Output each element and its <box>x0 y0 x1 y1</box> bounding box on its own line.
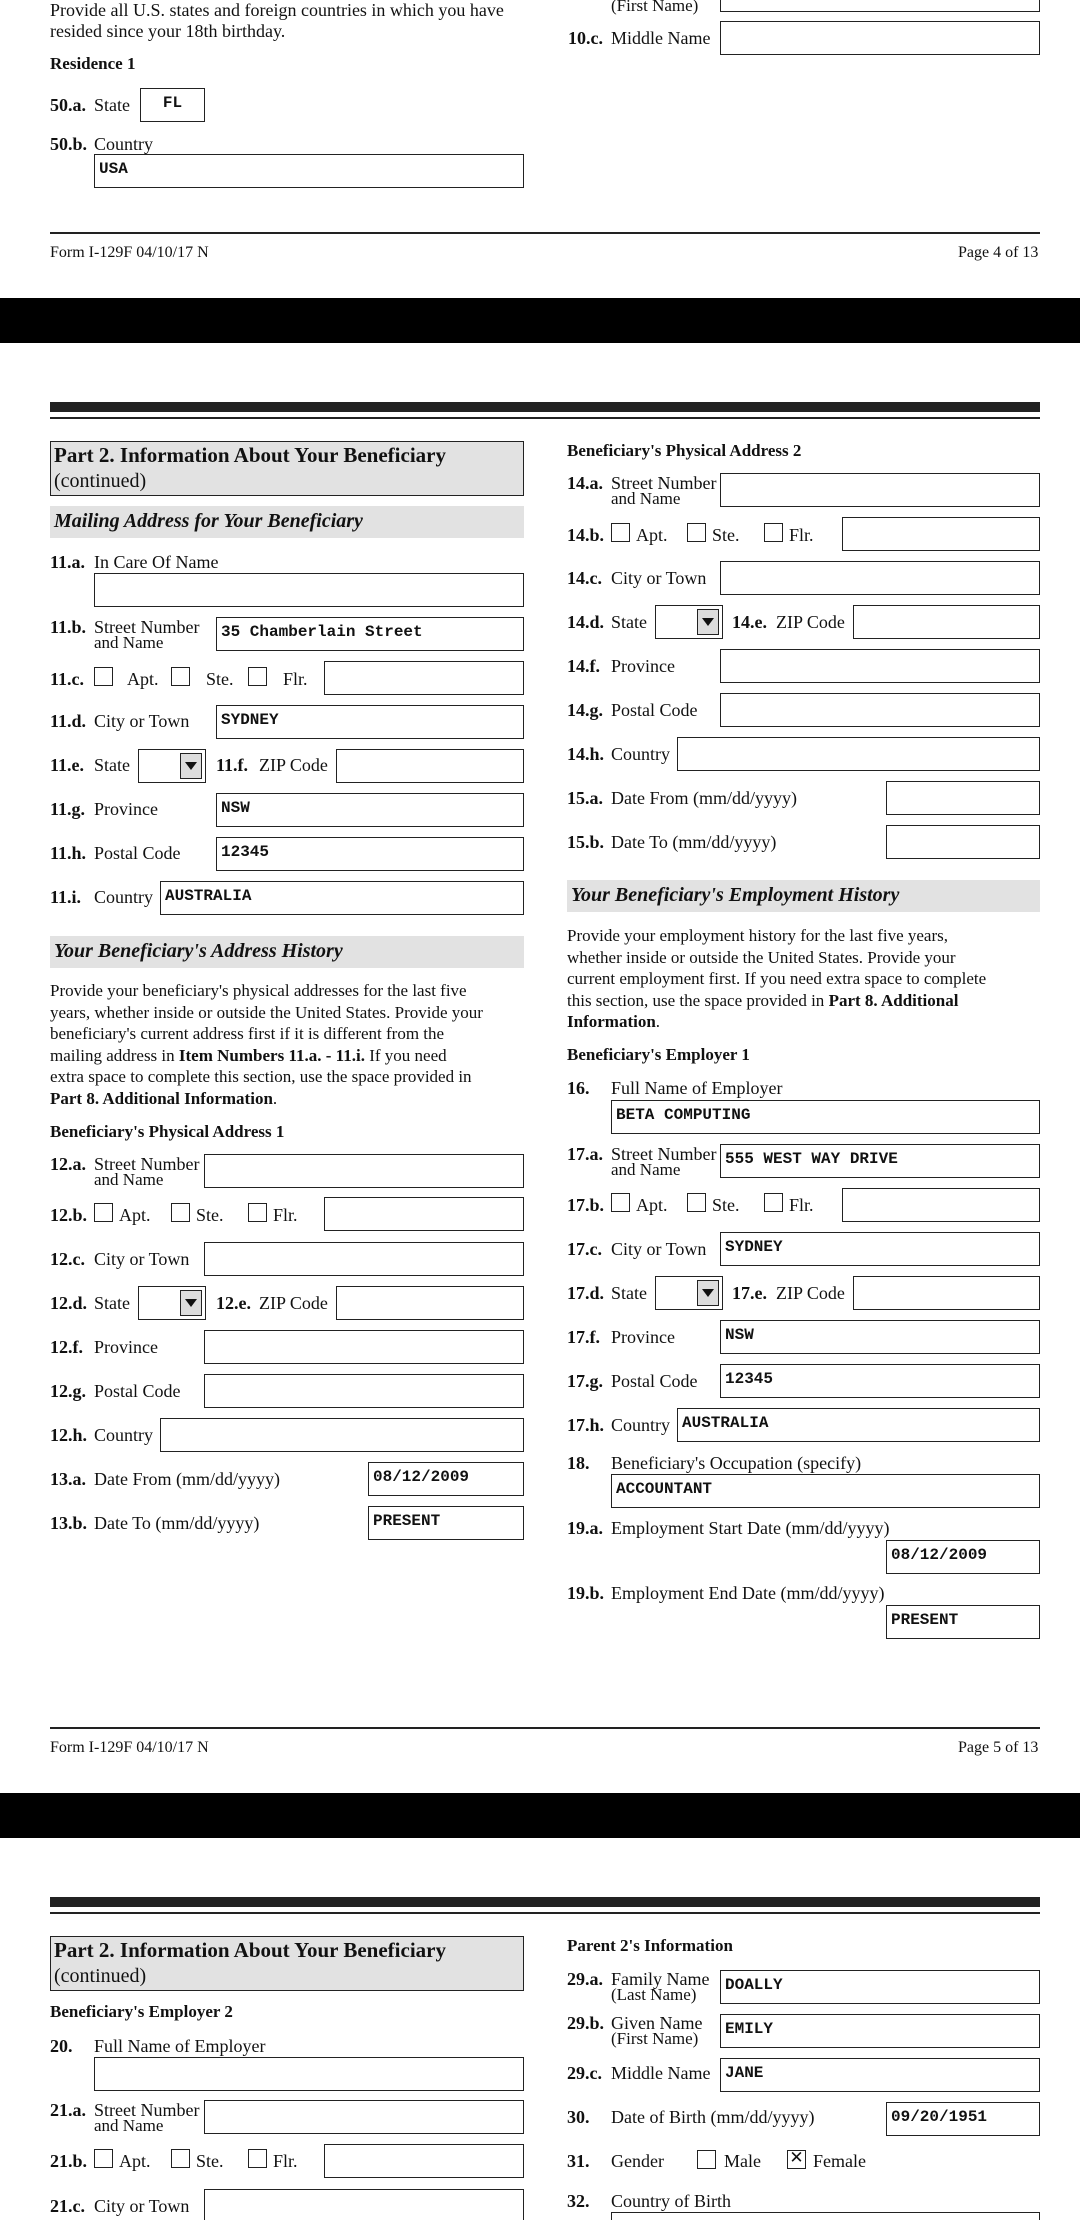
item-11d-number: 11.d. <box>50 711 87 731</box>
item-12a-label-2: and Name <box>94 1170 164 1189</box>
postal-code-input[interactable]: 12345 <box>216 837 524 871</box>
item-12h-label: Country <box>94 1425 154 1445</box>
parent-2-heading: Parent 2's Information <box>567 1936 733 1955</box>
item-17e-number: 17.e. <box>732 1283 767 1303</box>
male-checkbox[interactable] <box>697 2150 716 2169</box>
middle-name-label: Middle Name <box>611 28 711 48</box>
employer-street-input[interactable]: 555 WEST WAY DRIVE <box>720 1144 1040 1178</box>
country-of-birth-input[interactable] <box>611 2212 1040 2220</box>
item-29b-number: 29.b. <box>567 2013 605 2033</box>
item-15a-number: 15.a. <box>567 788 603 808</box>
phys1-province-input[interactable] <box>204 1330 524 1364</box>
ste-label: Ste. <box>712 1195 740 1215</box>
country-input[interactable]: AUSTRALIA <box>160 881 524 915</box>
instructions-line: Provide your beneficiary's physical addresses for the last five <box>50 981 467 1000</box>
apt-label: Apt. <box>636 525 668 545</box>
flr-label: Flr. <box>273 2151 298 2171</box>
middle-name-input[interactable]: JANE <box>720 2058 1040 2092</box>
footer-page-p4: Page 4 of 13 <box>958 244 1039 261</box>
item-11b-label-2: and Name <box>94 633 164 652</box>
state-number: 50.a. <box>50 95 86 115</box>
item-17h-label: Country <box>611 1415 671 1435</box>
item-14a-label: Street Number <box>611 473 717 493</box>
item-15a-label: Date From (mm/dd/yyyy) <box>611 788 797 808</box>
flr-checkbox[interactable] <box>248 667 267 686</box>
flr-checkbox[interactable] <box>248 1203 267 1222</box>
ste-checkbox[interactable] <box>687 1193 706 1212</box>
item-13a-label: Date From (mm/dd/yyyy) <box>94 1469 280 1489</box>
item-29b-label-2: (First Name) <box>611 2029 699 2048</box>
country-field[interactable]: USA <box>94 154 524 188</box>
item-14d-label: State <box>611 612 647 632</box>
instructions-line: beneficiary's current address first if it is different from the <box>50 1024 445 1043</box>
phys2-zip-input[interactable] <box>853 605 1040 639</box>
flr-label: Flr. <box>283 669 308 689</box>
item-12h-number: 12.h. <box>50 1425 88 1445</box>
item-30-label: Date of Birth (mm/dd/yyyy) <box>611 2107 815 2127</box>
item-11f-label: ZIP Code <box>259 755 328 775</box>
employment-heading: Your Beneficiary's Employment History <box>571 884 900 906</box>
item-31-label: Gender <box>611 2151 664 2171</box>
item-14c-number: 14.c. <box>567 568 602 588</box>
part-subtitle: (continued) <box>54 1965 147 1987</box>
footer-form-id-p4: Form I-129F 04/10/17 N <box>50 244 209 261</box>
page-separator <box>0 298 1080 343</box>
item-14f-number: 14.f. <box>567 656 600 676</box>
employment-start-input[interactable]: 08/12/2009 <box>886 1540 1040 1574</box>
apt-checkbox[interactable] <box>611 523 630 542</box>
instructions-line: years, whether inside or outside the United States. Provide your <box>50 1002 483 1022</box>
country-number: 50.b. <box>50 134 88 154</box>
province-input[interactable]: NSW <box>216 793 524 827</box>
item-12d-label: State <box>94 1293 130 1313</box>
item-12a-number: 12.a. <box>50 1154 86 1174</box>
intro-text-line1: Provide all U.S. states and foreign countries in which you have <box>50 0 504 20</box>
middle-name-number: 10.c. <box>568 28 603 48</box>
item-31-number: 31. <box>567 2151 590 2171</box>
item-29a-number: 29.a. <box>567 1969 603 1989</box>
item-30-number: 30. <box>567 2107 590 2127</box>
item-11i-label: Country <box>94 887 154 907</box>
item-19a-label: Employment Start Date (mm/dd/yyyy) <box>611 1518 890 1538</box>
given-name-input[interactable]: EMILY <box>720 2014 1040 2048</box>
ste-label: Ste. <box>206 669 234 689</box>
female-checkbox[interactable]: ✕ <box>787 2150 806 2169</box>
item-21a-number: 21.a. <box>50 2100 86 2120</box>
apt-label: Apt. <box>636 1195 668 1215</box>
employment-instructions <box>567 925 1047 1033</box>
residence-heading: Residence 1 <box>50 54 136 73</box>
footer-rule-p5 <box>50 1727 1040 1729</box>
footer-rule-p4 <box>50 232 1040 234</box>
item-11b-number: 11.b. <box>50 617 87 637</box>
item-13b-number: 13.b. <box>50 1513 88 1533</box>
item-12f-number: 12.f. <box>50 1337 83 1357</box>
physical-address-2-heading: Beneficiary's Physical Address 2 <box>567 441 802 460</box>
item-29c-number: 29.c. <box>567 2063 602 2083</box>
occupation-input[interactable]: ACCOUNTANT <box>611 1474 1040 1508</box>
item-12d-number: 12.d. <box>50 1293 88 1313</box>
instructions-line: current employment first. If you need extra space to complete <box>567 969 987 988</box>
item-12b-number: 12.b. <box>50 1205 88 1225</box>
phys2-street-input[interactable] <box>720 473 1040 507</box>
instructions-line: whether inside or outside the United States. Provide your <box>567 947 956 967</box>
item-11e-number: 11.e. <box>50 755 84 775</box>
item-17d-label: State <box>611 1283 647 1303</box>
item-21c-label: City or Town <box>94 2196 190 2216</box>
item-14g-number: 14.g. <box>567 700 603 720</box>
item-12e-label: ZIP Code <box>259 1293 328 1313</box>
phys2-city-input[interactable] <box>720 561 1040 595</box>
item-19b-label: Employment End Date (mm/dd/yyyy) <box>611 1583 885 1603</box>
flr-label: Flr. <box>273 1205 298 1225</box>
ste-checkbox[interactable] <box>171 1203 190 1222</box>
ste-checkbox[interactable] <box>687 523 706 542</box>
ste-checkbox[interactable] <box>171 667 190 686</box>
item-14e-number: 14.e. <box>732 612 767 632</box>
employer-province-input[interactable]: NSW <box>720 1320 1040 1354</box>
item-32-label: Country of Birth <box>611 2191 731 2211</box>
item-13b-label: Date To (mm/dd/yyyy) <box>94 1513 260 1533</box>
item-29a-label: Family Name <box>611 1969 710 1989</box>
phys2-country-input[interactable] <box>677 737 1040 771</box>
instructions-line: Information. <box>567 1012 661 1031</box>
instructions-line: Provide your employment history for the last five years, <box>567 926 948 945</box>
item-21c-number: 21.c. <box>50 2196 85 2216</box>
employer2-name-input[interactable] <box>94 2057 524 2091</box>
flr-checkbox[interactable] <box>248 2149 267 2168</box>
item-17c-label: City or Town <box>611 1239 707 1259</box>
item-14a-number: 14.a. <box>567 473 603 493</box>
instructions-line: this section, use the space provided in Part 8. Additional <box>567 990 959 1010</box>
intro-text-line2: resided since your 18th birthday. <box>50 21 286 41</box>
item-13a-number: 13.a. <box>50 1469 86 1489</box>
item-12e-number: 12.e. <box>216 1293 251 1313</box>
chevron-down-icon[interactable] <box>697 1280 719 1306</box>
employer-name-input[interactable]: BETA COMPUTING <box>611 1100 1040 1134</box>
employer2-street-input[interactable] <box>204 2100 524 2134</box>
item-17g-label: Postal Code <box>611 1371 698 1391</box>
apt-label: Apt. <box>119 2151 151 2171</box>
phys1-date-to-input[interactable]: PRESENT <box>368 1506 524 1540</box>
street-name-input[interactable]: 35 Chamberlain Street <box>216 617 524 651</box>
item-11f-number: 11.f. <box>216 755 249 775</box>
employer-zip-input[interactable] <box>853 1276 1040 1310</box>
phys1-zip-input[interactable] <box>336 1286 524 1320</box>
footer-page-p5: Page 5 of 13 <box>958 1739 1039 1756</box>
item-12g-number: 12.g. <box>50 1381 86 1401</box>
city-input[interactable]: SYDNEY <box>216 705 524 739</box>
page-separator <box>0 1793 1080 1838</box>
top-rule-thick <box>50 402 1040 412</box>
chevron-down-icon[interactable] <box>180 1290 202 1316</box>
item-17a-label: Street Number <box>611 1144 717 1164</box>
middle-name-input[interactable] <box>720 21 1040 55</box>
ste-checkbox[interactable] <box>171 2149 190 2168</box>
state-label: State <box>94 95 130 115</box>
item-14b-number: 14.b. <box>567 525 605 545</box>
item-17f-number: 17.f. <box>567 1327 600 1347</box>
phys1-country-input[interactable] <box>160 1418 524 1452</box>
item-11d-label: City or Town <box>94 711 190 731</box>
item-14h-number: 14.h. <box>567 744 605 764</box>
first-name-input[interactable] <box>720 0 1040 12</box>
part-title: Part 2. Information About Your Beneficiary <box>54 443 446 467</box>
phys2-date-to-input[interactable] <box>886 825 1040 859</box>
item-11h-label: Postal Code <box>94 843 181 863</box>
item-16-number: 16. <box>567 1078 590 1098</box>
item-11a-number: 11.a. <box>50 552 86 572</box>
item-29a-label-2: (Last Name) <box>611 1985 697 2004</box>
top-rule-thin <box>50 417 1040 419</box>
phys1-unit-input[interactable] <box>324 1197 524 1231</box>
employer2-city-input[interactable] <box>204 2189 524 2220</box>
item-21a-label-2: and Name <box>94 2116 164 2135</box>
item-11g-label: Province <box>94 799 158 819</box>
country-label: Country <box>94 134 154 154</box>
employer-2-heading: Beneficiary's Employer 2 <box>50 2002 233 2021</box>
item-14d-number: 14.d. <box>567 612 605 632</box>
item-15b-number: 15.b. <box>567 832 605 852</box>
item-21a-label: Street Number <box>94 2100 200 2120</box>
employer2-unit-input[interactable] <box>324 2144 524 2178</box>
item-17f-label: Province <box>611 1327 675 1347</box>
part-subtitle: (continued) <box>54 470 147 492</box>
apt-checkbox[interactable] <box>94 1203 113 1222</box>
item-18-number: 18. <box>567 1453 590 1473</box>
state-field[interactable]: FL <box>140 88 205 122</box>
item-14c-label: City or Town <box>611 568 707 588</box>
item-17a-label-2: and Name <box>611 1160 681 1179</box>
female-label: Female <box>813 2151 866 2171</box>
address-history-heading: Your Beneficiary's Address History <box>54 940 343 962</box>
phys2-province-input[interactable] <box>720 649 1040 683</box>
employer-country-input[interactable]: AUSTRALIA <box>677 1408 1040 1442</box>
flr-checkbox[interactable] <box>764 1193 783 1212</box>
item-17d-number: 17.d. <box>567 1283 605 1303</box>
top-rule-thick <box>50 1897 1040 1907</box>
phys1-street-input[interactable] <box>204 1154 524 1188</box>
phys2-postal-input[interactable] <box>720 693 1040 727</box>
employment-end-input[interactable]: PRESENT <box>886 1605 1040 1639</box>
item-11i-number: 11.i. <box>50 887 82 907</box>
apt-label: Apt. <box>119 1205 151 1225</box>
item-11c-number: 11.c. <box>50 669 84 689</box>
item-17h-number: 17.h. <box>567 1415 605 1435</box>
instructions-line: extra space to complete this section, use the space provided in <box>50 1067 472 1086</box>
item-12c-number: 12.c. <box>50 1249 85 1269</box>
instructions-line: mailing address in Item Numbers 11.a. - 11.i. If you need <box>50 1045 447 1065</box>
ste-label: Ste. <box>196 2151 224 2171</box>
physical-address-1-heading: Beneficiary's Physical Address 1 <box>50 1122 285 1141</box>
item-14a-label-2: and Name <box>611 489 681 508</box>
item-19a-number: 19.a. <box>567 1518 603 1538</box>
phys1-postal-input[interactable] <box>204 1374 524 1408</box>
item-18-label: Beneficiary's Occupation (specify) <box>611 1453 862 1473</box>
zip-input[interactable] <box>336 749 524 783</box>
item-11b-label: Street Number <box>94 617 200 637</box>
item-15b-label: Date To (mm/dd/yyyy) <box>611 832 777 852</box>
item-29b-label: Given Name <box>611 2013 703 2033</box>
ste-label: Ste. <box>196 1205 224 1225</box>
item-19b-number: 19.b. <box>567 1583 605 1603</box>
item-11e-label: State <box>94 755 130 775</box>
item-16-label: Full Name of Employer <box>611 1078 783 1098</box>
item-14h-label: Country <box>611 744 671 764</box>
chevron-down-icon[interactable] <box>180 753 202 779</box>
employer-city-input[interactable]: SYDNEY <box>720 1232 1040 1266</box>
mailing-heading: Mailing Address for Your Beneficiary <box>54 510 363 532</box>
apt-label: Apt. <box>127 669 159 689</box>
item-17e-label: ZIP Code <box>776 1283 845 1303</box>
date-of-birth-input[interactable]: 09/20/1951 <box>886 2102 1040 2136</box>
item-17g-number: 17.g. <box>567 1371 603 1391</box>
item-17c-number: 17.c. <box>567 1239 602 1259</box>
item-17b-number: 17.b. <box>567 1195 605 1215</box>
item-21b-number: 21.b. <box>50 2151 88 2171</box>
item-12c-label: City or Town <box>94 1249 190 1269</box>
unit-number-input[interactable] <box>324 661 524 695</box>
family-name-input[interactable]: DOALLY <box>720 1970 1040 2004</box>
instructions-line: Part 8. Additional Information. <box>50 1088 278 1108</box>
item-14f-label: Province <box>611 656 675 676</box>
phys1-city-input[interactable] <box>204 1242 524 1276</box>
item-14e-label: ZIP Code <box>776 612 845 632</box>
item-12a-label: Street Number <box>94 1154 200 1174</box>
item-20-number: 20. <box>50 2036 73 2056</box>
flr-checkbox[interactable] <box>764 523 783 542</box>
item-12g-label: Postal Code <box>94 1381 181 1401</box>
item-12f-label: Province <box>94 1337 158 1357</box>
apt-checkbox[interactable] <box>94 667 113 686</box>
part-title: Part 2. Information About Your Beneficiary <box>54 1938 446 1962</box>
item-11a-label: In Care Of Name <box>94 552 219 572</box>
apt-checkbox[interactable] <box>94 2149 113 2168</box>
item-14g-label: Postal Code <box>611 700 698 720</box>
item-11g-number: 11.g. <box>50 799 86 819</box>
first-name-label: (First Name) <box>611 0 699 15</box>
care-of-name-input[interactable] <box>94 573 524 607</box>
ste-label: Ste. <box>712 525 740 545</box>
address-history-instructions <box>50 980 530 1109</box>
flr-label: Flr. <box>789 1195 814 1215</box>
employer-unit-input[interactable] <box>842 1188 1040 1222</box>
chevron-down-icon[interactable] <box>697 609 719 635</box>
footer-form-id-p5: Form I-129F 04/10/17 N <box>50 1739 209 1756</box>
flr-label: Flr. <box>789 525 814 545</box>
apt-checkbox[interactable] <box>611 1193 630 1212</box>
phys1-date-from-input[interactable]: 08/12/2009 <box>368 1462 524 1496</box>
item-11h-number: 11.h. <box>50 843 87 863</box>
item-20-label: Full Name of Employer <box>94 2036 266 2056</box>
employer-1-heading: Beneficiary's Employer 1 <box>567 1045 750 1064</box>
top-rule-thin <box>50 1912 1040 1914</box>
male-label: Male <box>724 2151 761 2171</box>
employer-postal-input[interactable]: 12345 <box>720 1364 1040 1398</box>
phys2-unit-input[interactable] <box>842 517 1040 551</box>
phys2-date-from-input[interactable] <box>886 781 1040 815</box>
item-29c-label: Middle Name <box>611 2063 711 2083</box>
item-17a-number: 17.a. <box>567 1144 603 1164</box>
item-32-number: 32. <box>567 2191 590 2211</box>
